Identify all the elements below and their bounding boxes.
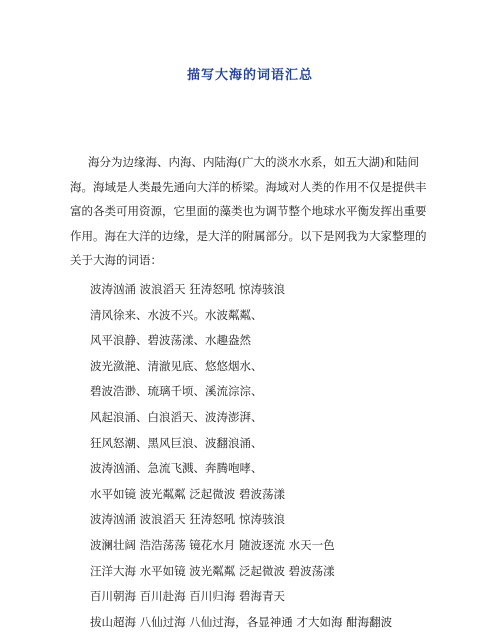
word-line: 风平浪静、碧波荡漾、水趣盎然 <box>90 333 251 348</box>
document-title: 描写大海的词语汇总 <box>186 68 313 83</box>
word-line: 拔山超海 八仙过海 八仙过海，各显神通 才大如海 酣海翻波 <box>90 614 393 629</box>
word-line: 波涛汹涌 波浪滔天 狂涛怒吼 惊涛骇浪 <box>90 282 285 296</box>
word-line: 波涛汹涌 波浪滔天 狂涛怒吼 惊涛骇浪 <box>90 512 285 527</box>
word-list <box>90 277 392 635</box>
word-line: 狂风怒潮、黑风巨浪、波翻浪涌、 <box>90 435 263 450</box>
word-line: 百川朝海 百川赴海 百川归海 碧海青天 <box>90 589 285 604</box>
word-line: 汪洋大海 水平如镜 波光粼粼 泛起微波 碧波荡漾 <box>90 563 335 578</box>
intro-text: 海分为边缘海、内海、内陆海(广大的淡水水系，如五大湖)和陆间海。海域是人类最先通向大洋的桥梁。海域对人类的作用不仅是提供丰富的各类可用资源，它里面的藻类也为调节整个地球水平衡发挥出重要作用。海在大洋的边缘，是大洋的附属部分。以下是网我为大家整理的关于大海的词语： <box>70 155 427 267</box>
word-line: 清风徐来、水波不兴。水波粼粼、 <box>90 307 263 322</box>
word-line: 波光潋滟、清澈见底、悠悠烟水、 <box>90 358 263 373</box>
intro-paragraph <box>70 150 430 273</box>
word-line: 碧波浩渺、琉璃千顷、溪流淙淙、 <box>90 384 263 399</box>
word-line: 水平如镜 波光粼粼 泛起微波 碧波荡漾 <box>90 486 285 501</box>
word-line: 波澜壮阔 浩浩荡荡 镜花水月 随波逐流 水天一色 <box>90 537 335 552</box>
word-line: 风起浪涌、白浪滔天、波涛澎湃、 <box>90 409 263 424</box>
word-line: 波涛汹涌、急流飞溅、奔腾咆哮、 <box>90 461 263 476</box>
